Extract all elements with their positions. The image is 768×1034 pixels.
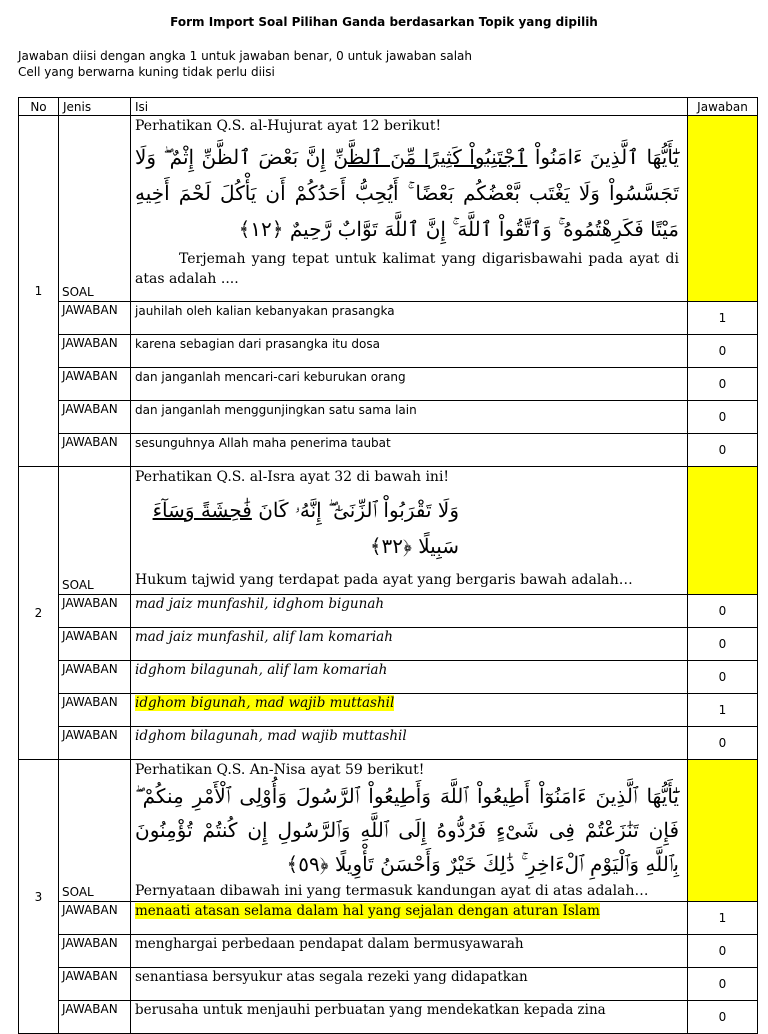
type-jawaban-label: JAWABAN: [59, 628, 131, 661]
arabic-verse-part: إِنَّ بَعْضَ ٱلظَّنِّ إِثْمٌ ۖ وَلَا تَجَسَّسُواْ وَلَا يَغْتَب بَّعْضُكُم بَعْضًا ۚ أَيُحِبُّ أَحَدُكُمْ أَن يَأْكُلَ لَحْمَ أَخِيهِ مَيْتًا فَكَرِهْتُمُوهُ ۚ وَٱتَّقُواْ ٱللَّهَ ۚ إِنَّ ٱللَّهَ تَوَّابٌ رَّحِيمٌ ﴿١٢﴾: [135, 145, 679, 241]
option-text[interactable]: [131, 902, 688, 935]
instruction-line-2: Cell yang berwarna kuning tidak perlu diisi: [18, 65, 275, 79]
arabic-verse-part: وَلَا تَقْرَبُواْ ٱلزِّنَىٰٓ ۖ إِنَّهُۥ كَانَ: [251, 498, 459, 522]
type-jawaban-label: JAWABAN: [59, 968, 131, 1001]
instruction-line-1: Jawaban diisi dengan angka 1 untuk jawaban benar, 0 untuk jawaban salah: [18, 49, 472, 63]
option-text[interactable]: jauhilah oleh kalian kebanyakan prasangka: [131, 302, 688, 335]
question-intro: Perhatikan Q.S. An-Nisa ayat 59 berikut!: [135, 762, 425, 778]
question-number: 3: [19, 760, 59, 1034]
answer-row: [19, 727, 758, 760]
option-text[interactable]: sesunguhnya Allah maha penerima taubat: [131, 434, 688, 467]
type-jawaban-label: JAWABAN: [59, 595, 131, 628]
question-text: Terjemah yang tepat untuk kalimat yang digarisbawahi pada ayat di atas adalah ....: [135, 251, 679, 287]
question-content[interactable]: [131, 760, 688, 902]
type-jawaban-label: JAWABAN: [59, 335, 131, 368]
answer-value[interactable]: 0: [688, 968, 758, 1001]
header-isi: Isi: [131, 98, 688, 116]
answer-value[interactable]: 0: [688, 1001, 758, 1034]
question-text: Hukum tajwid yang terdapat pada ayat yang bergaris bawah adalah…: [135, 572, 633, 588]
answer-row: [19, 968, 758, 1001]
arabic-verse-underlined: فَٰحِشَةً وَسَآءَ: [152, 498, 252, 522]
arabic-verse: [135, 492, 679, 564]
type-jawaban-label: JAWABAN: [59, 902, 131, 935]
answer-cell-disabled: [688, 467, 758, 595]
option-text[interactable]: idghom bilagunah, mad wajib muttashil: [131, 727, 688, 760]
question-content[interactable]: [131, 116, 688, 302]
header-jenis: Jenis: [59, 98, 131, 116]
answer-row: [19, 335, 758, 368]
answer-value[interactable]: 1: [688, 902, 758, 935]
answer-row: [19, 935, 758, 968]
answer-value[interactable]: 1: [688, 694, 758, 727]
answer-value[interactable]: 0: [688, 368, 758, 401]
type-soal-label: SOAL: [59, 760, 131, 902]
arabic-verse: [135, 139, 679, 247]
option-text[interactable]: mad jaiz munfashil, idghom bigunah: [131, 595, 688, 628]
type-jawaban-label: JAWABAN: [59, 661, 131, 694]
option-text[interactable]: dan janganlah menggunjingkan satu sama lain: [131, 401, 688, 434]
option-text[interactable]: berusaha untuk menjauhi perbuatan yang mendekatkan kepada zina: [131, 1001, 688, 1034]
header-jawaban: Jawaban: [688, 98, 758, 116]
type-jawaban-label: JAWABAN: [59, 302, 131, 335]
answer-value[interactable]: 0: [688, 727, 758, 760]
question-row: [19, 116, 758, 302]
question-intro: Perhatikan Q.S. al-Isra ayat 32 di bawah ini!: [135, 469, 450, 485]
answer-value[interactable]: 0: [688, 434, 758, 467]
answer-row: [19, 902, 758, 935]
arabic-verse: يَٰٓأَيُّهَا ٱلَّذِينَ ءَامَنُوٓاْ أَطِيعُواْ ٱللَّهَ وَأَطِيعُواْ ٱلرَّسُولَ وَأُوْلِى ٱلْأَمْرِ مِنكُمْ ۖ فَإِن تَنَٰزَعْتُمْ فِى شَىْءٍ فَرُدُّوهُ إِلَى ٱللَّهِ وَٱلرَّسُولِ إِن كُنتُمْ تُؤْمِنُونَ بِٱللَّهِ وَٱلْيَوْمِ ٱلْءَاخِرِ ۚ ذَٰلِكَ خَيْرٌ وَأَحْسَنُ تَأْوِيلًا ﴿٥٩﴾: [135, 784, 679, 876]
type-jawaban-label: JAWABAN: [59, 694, 131, 727]
option-text[interactable]: idghom bilagunah, alif lam komariah: [131, 661, 688, 694]
type-soal-label: SOAL: [59, 467, 131, 595]
answer-row: [19, 302, 758, 335]
option-text[interactable]: menghargai perbedaan pendapat dalam bermusyawarah: [131, 935, 688, 968]
answer-row: [19, 434, 758, 467]
question-row: [19, 760, 758, 902]
option-text[interactable]: [131, 694, 688, 727]
question-row: [19, 467, 758, 595]
type-jawaban-label: JAWABAN: [59, 935, 131, 968]
answer-value[interactable]: 0: [688, 661, 758, 694]
answer-value[interactable]: 1: [688, 302, 758, 335]
option-text[interactable]: karena sebagian dari prasangka itu dosa: [131, 335, 688, 368]
arabic-verse-underlined: ٱجْتَنِبُواْ كَثِيرًا مِّنَ ٱلظَّنِّ: [333, 145, 528, 169]
answer-row: [19, 661, 758, 694]
type-jawaban-label: JAWABAN: [59, 727, 131, 760]
question-number: 2: [19, 467, 59, 760]
option-text[interactable]: dan janganlah mencari-cari keburukan orang: [131, 368, 688, 401]
type-jawaban-label: JAWABAN: [59, 401, 131, 434]
type-soal-label: SOAL: [59, 116, 131, 302]
question-text: Pernyataan dibawah ini yang termasuk kandungan ayat di atas adalah…: [135, 883, 649, 899]
question-table: [18, 97, 758, 1034]
option-text[interactable]: mad jaiz munfashil, alif lam komariah: [131, 628, 688, 661]
question-number: 1: [19, 116, 59, 467]
page-title: Form Import Soal Pilihan Ganda berdasarkan Topik yang dipilih: [170, 15, 598, 29]
question-intro: Perhatikan Q.S. al-Hujurat ayat 12 berikut!: [135, 118, 442, 134]
answer-row: [19, 595, 758, 628]
answer-cell-disabled: [688, 760, 758, 902]
answer-cell-disabled: [688, 116, 758, 302]
header-no: No: [19, 98, 59, 116]
type-jawaban-label: JAWABAN: [59, 1001, 131, 1034]
table-header-row: [19, 98, 758, 116]
answer-row: [19, 368, 758, 401]
highlighted-correct-option: idghom bigunah, mad wajib muttashil: [135, 695, 395, 711]
answer-value[interactable]: 0: [688, 935, 758, 968]
answer-value[interactable]: 0: [688, 335, 758, 368]
answer-value[interactable]: 0: [688, 401, 758, 434]
arabic-verse-part: يَٰٓأَيُّهَا ٱلَّذِينَ ءَامَنُواْ: [527, 145, 679, 169]
type-jawaban-label: JAWABAN: [59, 368, 131, 401]
answer-value[interactable]: 0: [688, 595, 758, 628]
answer-row: [19, 694, 758, 727]
answer-row: [19, 628, 758, 661]
answer-row: [19, 401, 758, 434]
answer-value[interactable]: 0: [688, 628, 758, 661]
question-content[interactable]: [131, 467, 688, 595]
arabic-verse-part: سَبِيلًا ﴿٣٢﴾: [369, 534, 459, 558]
answer-row: [19, 1001, 758, 1034]
type-jawaban-label: JAWABAN: [59, 434, 131, 467]
highlighted-correct-option: menaati atasan selama dalam hal yang sejalan dengan aturan Islam: [135, 903, 600, 919]
option-text[interactable]: senantiasa bersyukur atas segala rezeki yang didapatkan: [131, 968, 688, 1001]
